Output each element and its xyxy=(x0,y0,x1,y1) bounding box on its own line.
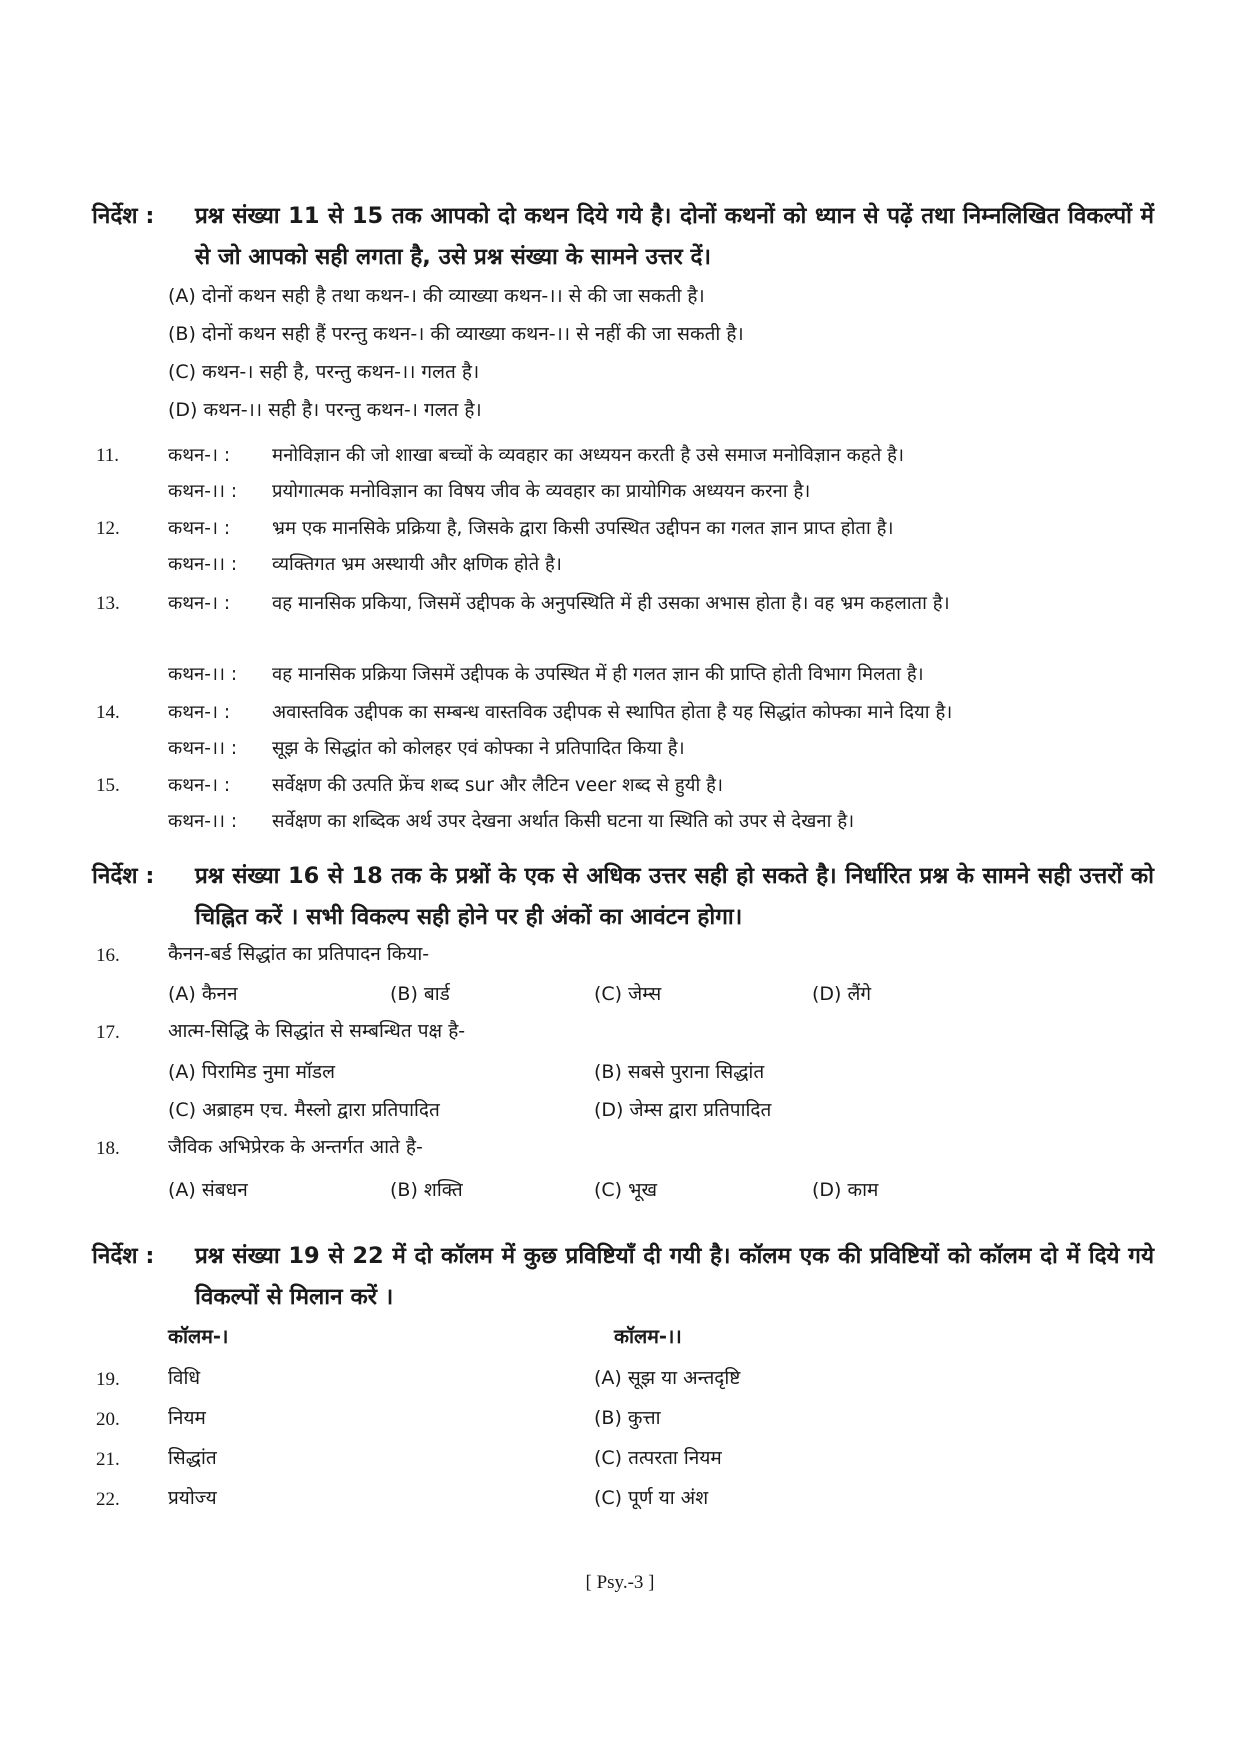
column-1-entry: विधि xyxy=(168,1367,201,1389)
option-c: (C) अब्राहम एच. मैस्लो द्वारा प्रतिपादित xyxy=(168,1099,440,1121)
directive-16-18 xyxy=(92,856,1154,938)
column-1-entry: नियम xyxy=(168,1407,206,1429)
column-2-entry: (A) सूझ या अन्तदृष्टि xyxy=(594,1367,741,1389)
page-footer: [ Psy.-3 ] xyxy=(585,1572,655,1593)
column-1-heading: कॉलम-। xyxy=(168,1325,229,1348)
directive-11-15 xyxy=(92,196,1154,278)
directive-text: प्रश्न संख्या 16 से 18 तक के प्रश्नों के एक से अधिक उत्तर सही हो सकते है। निर्धारित प्रश्न के सामने सही उत्तरों को चिह्नित करें । सभी विकल्प सही होने पर ही अंकों का आवंटन होगा। xyxy=(195,863,1154,930)
question-number: 12. xyxy=(96,518,120,539)
question-text: कैनन-बर्ड सिद्धांत का प्रतिपादन किया- xyxy=(168,943,430,965)
option-c: (C) भूख xyxy=(594,1179,658,1201)
question-text: आत्म-सिद्धि के सिद्धांत से सम्बन्धित पक्ष है- xyxy=(168,1020,466,1042)
question-number: 17. xyxy=(96,1022,120,1043)
option-d: (D) कथन-।। सही है। परन्तु कथन-। गलत है। xyxy=(168,399,482,421)
option-b: (B) शक्ति xyxy=(390,1179,463,1201)
statement-1-label: कथन-। : xyxy=(168,702,231,723)
question-number: 18. xyxy=(96,1138,120,1159)
directive-text: प्रश्न संख्या 11 से 15 तक आपको दो कथन दिये गये है। दोनों कथनों को ध्यान से पढ़ें तथा निम्नलिखित विकल्पों में से जो आपको सही लगता है, उसे प्रश्न संख्या के सामने उत्तर दें। xyxy=(195,203,1154,270)
directive-text: प्रश्न संख्या 19 से 22 में दो कॉलम में कुछ प्रविष्टियाँ दी गयी है। कॉलम एक की प्रविष्टियों को कॉलम दो में दिये गये विकल्पों से मिलान करें । xyxy=(195,1243,1154,1310)
option-c: (C) जेम्स xyxy=(594,983,662,1005)
column-1-entry: प्रयोज्य xyxy=(168,1487,217,1509)
statement-1-label: कथन-। : xyxy=(168,518,231,539)
statement-1: सर्वेक्षण की उत्पति फ्रेंच शब्द sur और लैटिन veer शब्द से हुयी है। xyxy=(272,775,723,796)
column-2-entry: (C) तत्परता नियम xyxy=(594,1447,722,1469)
statement-2: सर्वेक्षण का शब्दिक अर्थ उपर देखना अर्थात किसी घटना या स्थिति को उपर से देखना है। xyxy=(272,811,855,832)
statement-1: अवास्तविक उद्दीपक का सम्बन्ध वास्तविक उद्दीपक से स्थापित होता है यह सिद्धांत कोफ्का माने दिया है। xyxy=(272,702,953,723)
option-b: (B) दोनों कथन सही हैं परन्तु कथन-। की व्याख्या कथन-।। से नहीं की जा सकती है। xyxy=(168,323,744,345)
column-2-entry: (B) कुत्ता xyxy=(594,1407,661,1429)
statement-2: व्यक्तिगत भ्रम अस्थायी और क्षणिक होते है। xyxy=(272,554,562,575)
question-number: 20. xyxy=(96,1409,120,1430)
statement-2-label: कथन-।। : xyxy=(168,664,238,685)
option-a: (A) दोनों कथन सही है तथा कथन-। की व्याख्या कथन-।। से की जा सकती है। xyxy=(168,285,705,307)
option-a: (A) पिरामिड नुमा मॉडल xyxy=(168,1061,335,1083)
statement-1: भ्रम एक मानसिके प्रक्रिया है, जिसके द्वारा किसी उपस्थित उद्दीपन का गलत ज्ञान प्राप्त होता है। xyxy=(272,518,894,539)
statement-1-label: कथन-। : xyxy=(168,593,231,614)
column-2-entry: (C) पूर्ण या अंश xyxy=(594,1487,709,1509)
question-text: जैविक अभिप्रेरक के अन्तर्गत आते है- xyxy=(168,1136,423,1158)
option-a: (A) संबधन xyxy=(168,1179,248,1201)
directive-19-22 xyxy=(92,1236,1154,1318)
question-number: 11. xyxy=(96,445,120,466)
option-a: (A) कैनन xyxy=(168,983,238,1005)
statement-2: सूझ के सिद्धांत को कोलहर एवं कोफ्का ने प्रतिपादित किया है। xyxy=(272,738,685,759)
statement-2-label: कथन-।। : xyxy=(168,481,238,502)
option-d: (D) काम xyxy=(812,1179,879,1201)
statement-2-label: कथन-।। : xyxy=(168,554,238,575)
option-b: (B) बार्ड xyxy=(390,983,450,1005)
question-number: 14. xyxy=(96,702,120,723)
directive-label: निर्देश : xyxy=(92,203,155,229)
option-d: (D) जेम्स द्वारा प्रतिपादित xyxy=(594,1099,772,1121)
option-c: (C) कथन-। सही है, परन्तु कथन-।। गलत है। xyxy=(168,361,480,383)
question-number: 19. xyxy=(96,1369,120,1390)
question-number: 21. xyxy=(96,1449,120,1470)
statement-1: वह मानसिक प्रकिया, जिसमें उद्दीपक के अनुपस्थिति में ही उसका अभास होता है। वह भ्रम कहलाता है। xyxy=(272,593,950,614)
option-b: (B) सबसे पुराना सिद्धांत xyxy=(594,1061,765,1083)
statement-1-label: कथन-। : xyxy=(168,775,231,796)
question-number: 22. xyxy=(96,1489,120,1510)
directive-label: निर्देश : xyxy=(92,1243,155,1269)
column-2-heading: कॉलम-।। xyxy=(614,1325,682,1348)
question-number: 16. xyxy=(96,945,120,966)
statement-1: मनोविज्ञान की जो शाखा बच्चों के व्यवहार का अध्ययन करती है उसे समाज मनोविज्ञान कहते है। xyxy=(272,445,904,466)
statement-2-label: कथन-।। : xyxy=(168,811,238,832)
directive-label: निर्देश : xyxy=(92,863,155,889)
statement-1-label: कथन-। : xyxy=(168,445,231,466)
question-number: 15. xyxy=(96,775,120,796)
option-d: (D) लैंगे xyxy=(812,983,872,1005)
statement-2: वह मानसिक प्रक्रिया जिसमें उद्दीपक के उपस्थित में ही गलत ज्ञान की प्राप्ति होती विभाग मिलता है। xyxy=(272,664,924,685)
statement-2: प्रयोगात्मक मनोविज्ञान का विषय जीव के व्यवहार का प्रायोगिक अध्ययन करना है। xyxy=(272,481,811,502)
statement-2-label: कथन-।। : xyxy=(168,738,238,759)
column-1-entry: सिद्धांत xyxy=(168,1447,217,1469)
question-number: 13. xyxy=(96,593,120,614)
